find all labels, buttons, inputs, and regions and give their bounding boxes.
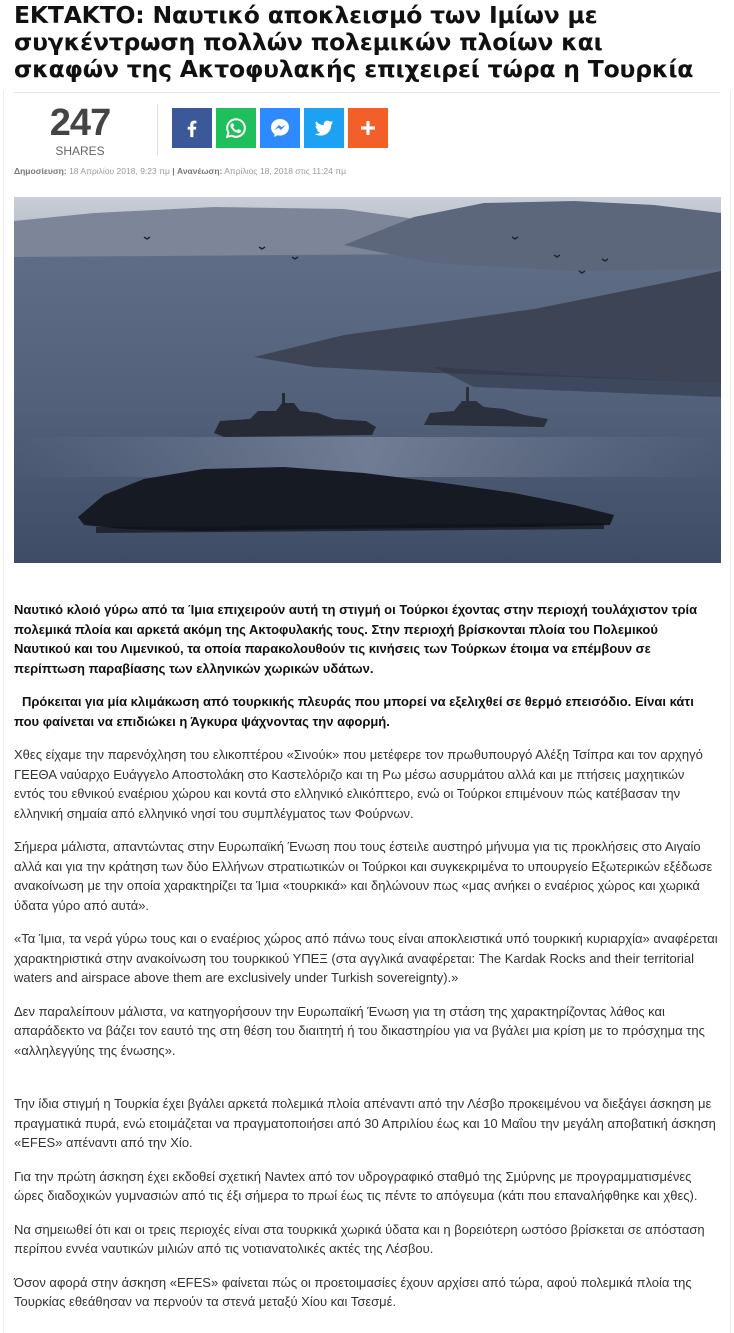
lead-paragraph: Ναυτικό κλοιό γύρω από τα Ίμια επιχειρούν αυτή τη στιγμή οι Τούρκοι έχοντας στην περιοχή τουλάχιστον τρία πολεμικά πλοία και αρκετά ακόμη της Ακτοφυλακής τους. Στην περιοχή βρίσκονται πλοία του Πολεμικού Ναυτικού και του Λιμενικού, τα οποία παρακολουθούν τις κινήσεις των Τούρκων έτοιμα να επέμβουν σε περίπτωση παραβίασης των ελληνικών χωρικών υδάτων. (14, 602, 698, 676)
page-border-left (3, 90, 4, 1333)
page-border-right (730, 90, 731, 1333)
title-divider (14, 92, 720, 93)
article-meta (14, 166, 346, 176)
published-label: Δημοσίευση: (14, 166, 67, 176)
updated-label: Ανανέωση: (177, 166, 223, 176)
whatsapp-share-button[interactable] (216, 108, 256, 148)
body-paragraph: «Τα Ίμια, τα νερά γύρω τους και ο εναέριος χώρος από πάνω τους είναι αποκλειστικά υπό τουρκική κυριαρχία» αναφέρεται χαρακτηριστικά στην ανακοίνωση του τουρκικού ΥΠΕΞ (στα αγγλικά αναφέρεται: The Kardak Rocks and their territorial waters and airspace above them are exclusively under Turkish sovereignty).» (14, 931, 718, 985)
share-count: 247 (49, 102, 111, 144)
twitter-icon (313, 117, 335, 139)
plus-icon (358, 118, 378, 138)
published-date: 18 Απριλίου 2018, 9:23 πμ (69, 166, 170, 176)
lead-paragraph-2: Πρόκειται για μία κλιμάκωση από τουρκικής πλευράς που μπορεί να εξελιχθεί σε θερμό επεισόδιο. Είναι κάτι που φαίνεται να επιδιώκει η Άγκυρα ψάχνοντας την αφορμή. (14, 694, 694, 729)
article-title: ΕΚΤΑΚΤΟ: Ναυτικό αποκλεισμό των Ιμίων με συγκέντρωση πολλών πολεμικών πλοίων και σκαφών της Ακτοφυλακής επιχειρεί τώρα η Τουρκία (14, 1, 694, 83)
body-paragraph: Την ίδια στιγμή η Τουρκία έχει βγάλει αρκετά πολεμικά πλοία απέναντι από την Λέσβο προκειμένου να διεξάγει άσκηση με πραγματικά πυρά, ενώ ετοιμάζεται να πραγματοποιήσει από 30 Απριλίου έως και 10 Μαΐου την μεγάλη αποβατική άσκηση «EFES» απέναντι από την Χίο. (14, 1096, 716, 1150)
body-paragraph: Να σημειωθεί ότι και οι τρεις περιοχές είναι στα τουρκικά χωρικά ύδατα και η βορειότερη ωστόσο βρίσκεται σε απόσταση περίπου εννέα ναυτικών μιλιών από τις νοτιανατολικές ακτές της Λέσβου. (14, 1221, 705, 1256)
warships-photo-illustration (14, 197, 721, 563)
share-count-label: SHARES (55, 144, 105, 158)
facebook-share-button[interactable] (172, 108, 212, 148)
body-paragraph: Σήμερα μάλιστα, απαντώντας στην Ευρωπαϊκή Ένωση που τους έστειλε αυστηρό μήνυμα για τις προκλήσεις στο Αιγαίο αλλά και για την κράτηση των δύο Ελλήνων στρατιωτικών οι Τούρκοι και συγκεκριμένα το υπουργείο Εξωτερικών εξέδωσε ανακοίνωση με την οποία χαρακτηρίζει τα Ίμια «τουρκικά» και δηλώνουν πως «μας ανήκει ο εναέριος χώρος και χωρικά ύδατα γύρο από αυτά». (14, 839, 713, 913)
article-photo (14, 197, 721, 563)
twitter-share-button[interactable] (304, 108, 344, 148)
meta-separator: | (172, 166, 175, 176)
whatsapp-icon (224, 116, 248, 140)
body-paragraph: Χθες είχαμε την παρενόχληση του ελικοπτέρου «Σινούκ» που μετέφερε τον πρωθυπουργό Αλέξη Τσίπρα και τον αρχηγό ΓΕΕΘΑ ναύαρχο Ευάγγελο Αποστολάκη στο Καστελόριζο και τη Ρω μέσω ασυρμάτου αλλά και με πτήσεις μαχητικών εντός του εθνικού εναέριου χώρου και κοντά στο ελληνικό ελικόπτερο, ενώ οι Τούρκοι επιμένουν πώς κατέβασαν την ελληνική σημαία από ελληνικό νησί του συμπλέγματος των Φούρνων. (14, 747, 703, 821)
body-paragraph: Για την πρώτη άσκηση έχει εκδοθεί σχετική Navtex από τον υδρογραφικό σταθμό της Σμύρνης με προγραμματισμένες ώρες διαδοχικών γυμνασιών από τις έξι σήμερα το πρωί έως τις πέντε το απόγευμα (κάτι που επαναλήφθηκε και χθες). (14, 1168, 698, 1203)
more-share-button[interactable] (348, 108, 388, 148)
body-paragraph: Όσον αφορά στην άσκηση «EFES» φαίνεται πώς οι προετοιμασίες έχουν αρχίσει από τώρα, αφού πολεμικά πλοία της Τουρκίας εθεάθησαν να περνούν τα στενά μεταξύ Χίου και Τσεσμέ. (14, 1274, 692, 1309)
share-counter (30, 104, 130, 158)
share-divider (157, 104, 158, 156)
social-share-bar (172, 108, 388, 148)
facebook-icon (181, 117, 203, 139)
updated-date: Απρίλιος 18, 2018 στις 11:24 πμ (224, 166, 347, 176)
article-body (14, 600, 718, 1312)
messenger-icon (268, 116, 292, 140)
messenger-share-button[interactable] (260, 108, 300, 148)
body-paragraph: Δεν παραλείπουν μάλιστα, να κατηγορήσουν την Ευρωπαϊκή Ένωση για τη στάση της χαρακτηρίζοντας λάθος και απαράδεκτο να βάζει τον εαυτό της στη θέση του διαιτητή ή του δικαστηρίου για να βγάλει μια κρίση με το πρόσχημα της «αλληλεγγύης της ένωσης». (14, 1003, 705, 1058)
